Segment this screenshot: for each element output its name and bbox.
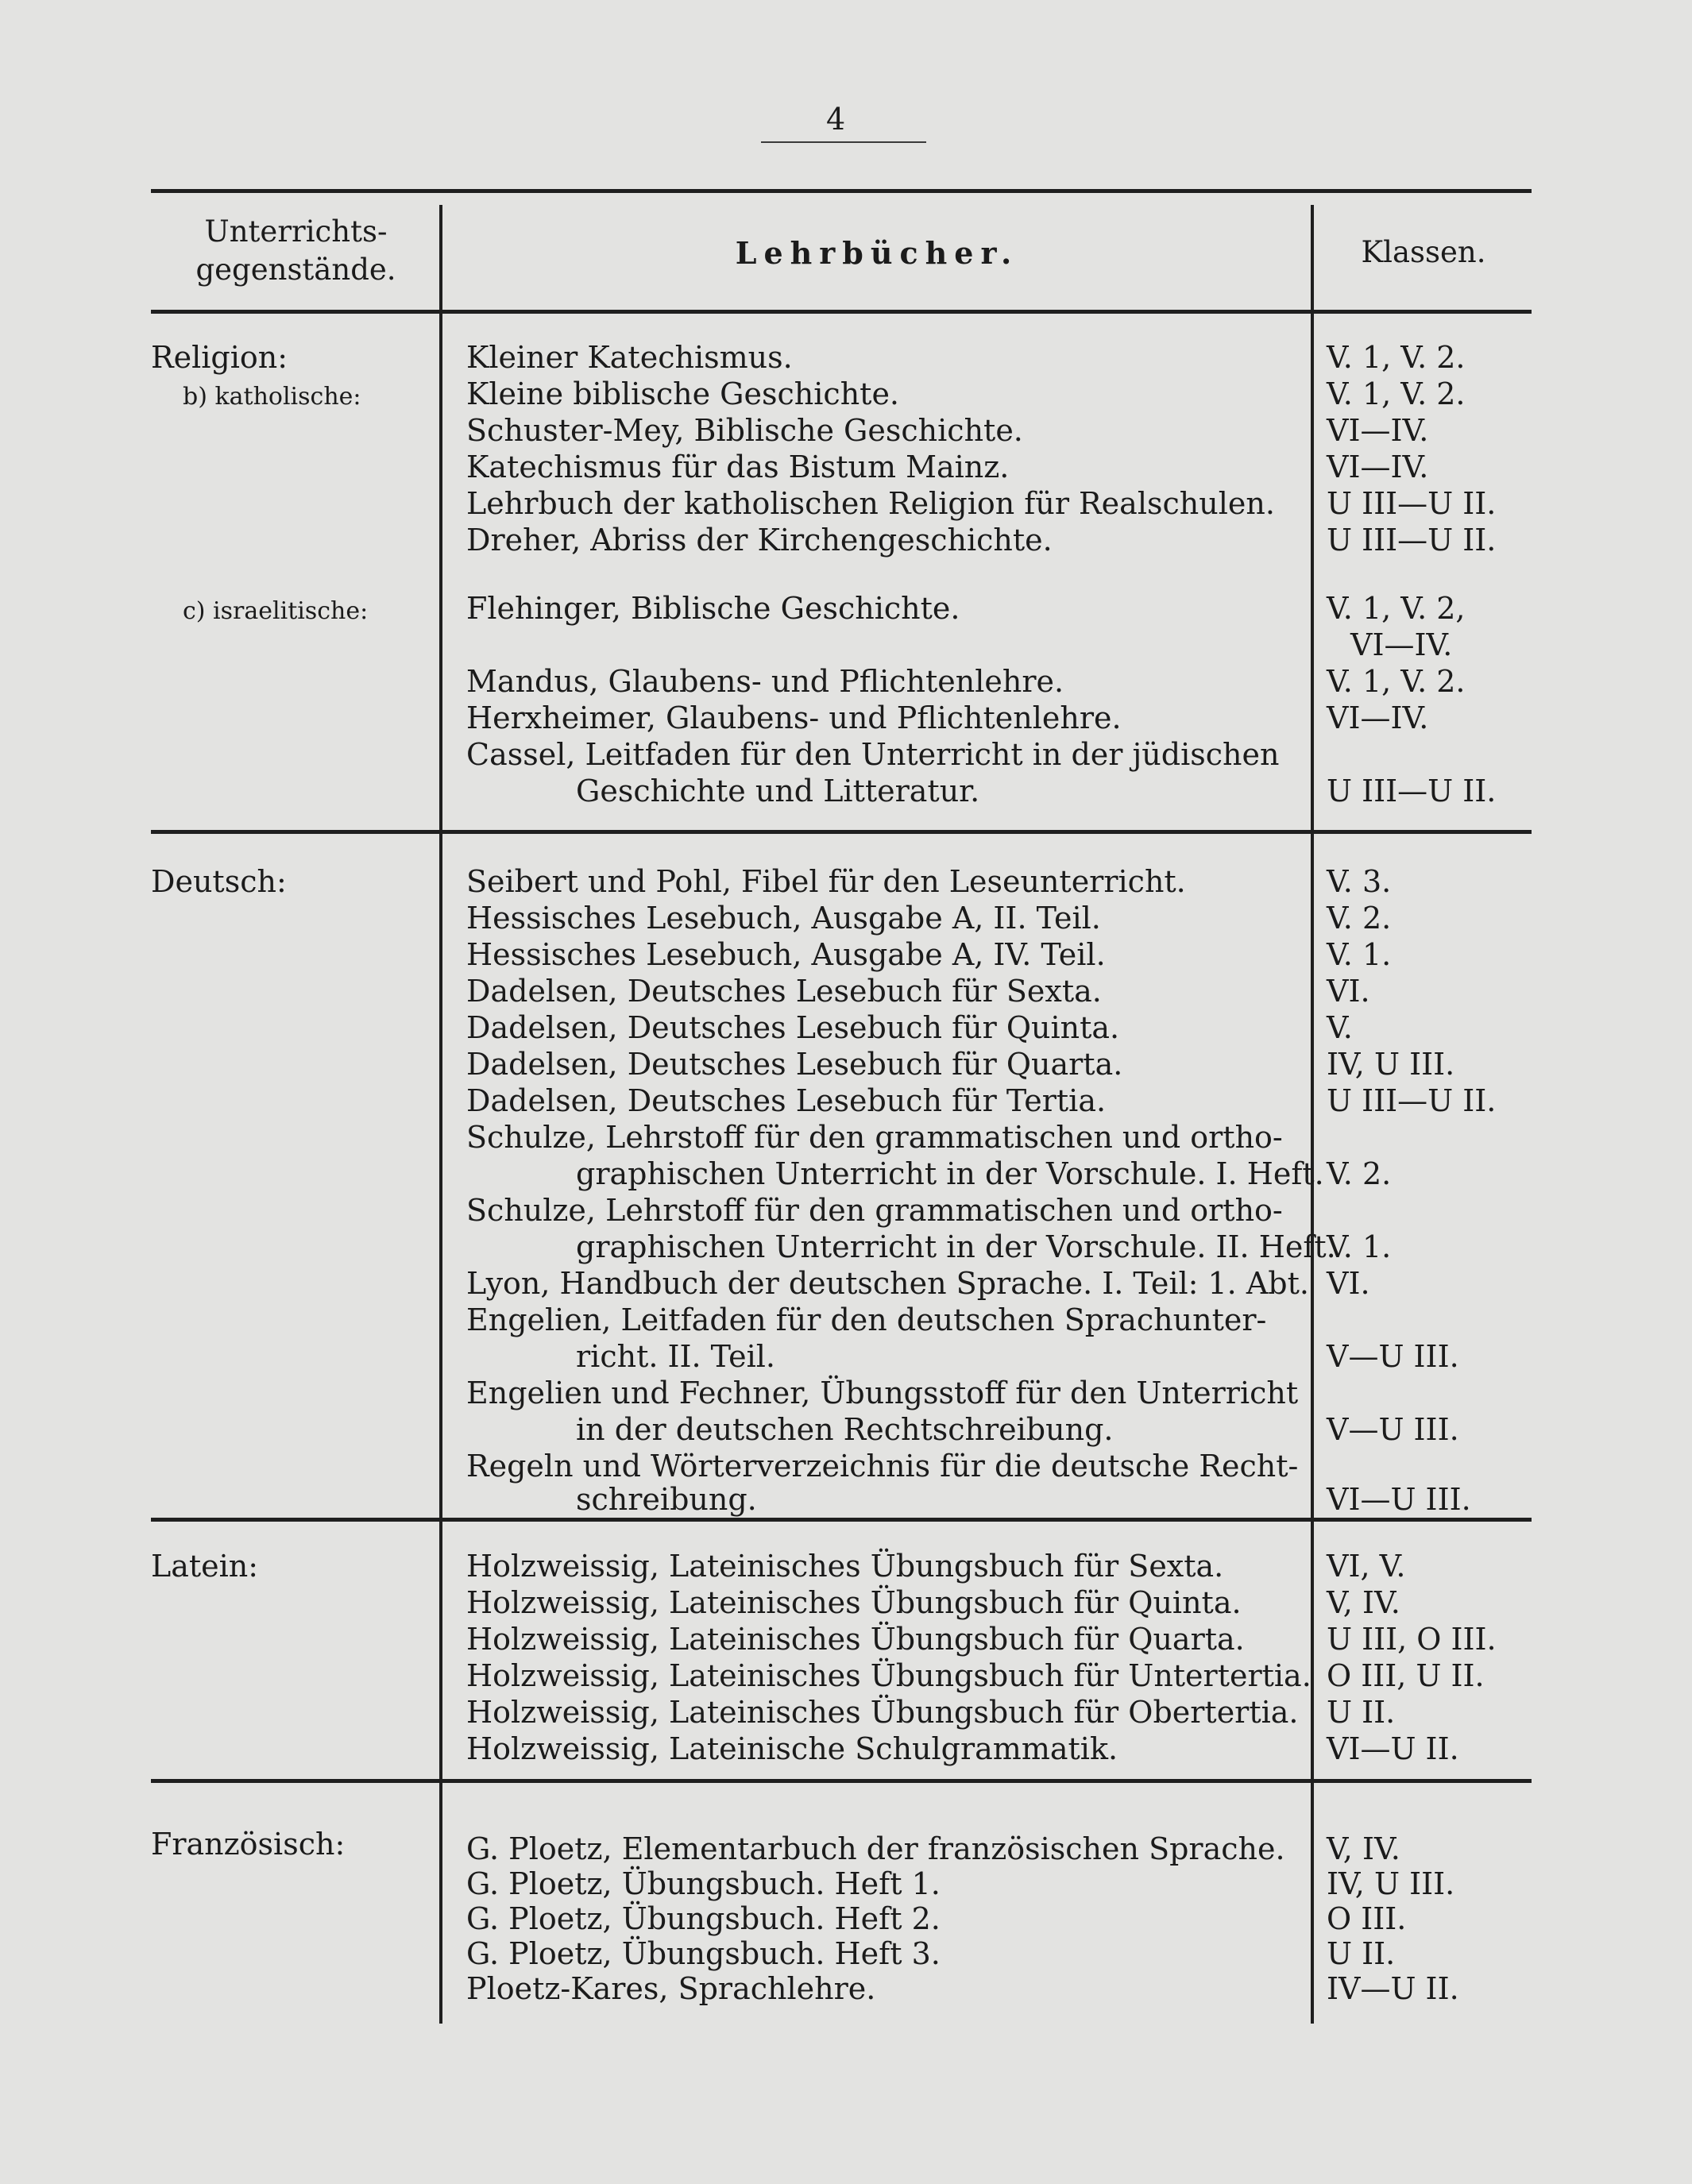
book-title: G. Ploetz, Übungsbuch. Heft 1. [466, 1866, 941, 1901]
class-range: V. 1, V. 2. [1327, 340, 1466, 375]
class-range-continuation: VI—IV. [1350, 627, 1453, 662]
book-title: Flehinger, Biblische Geschichte. [466, 591, 960, 626]
book-title: Schulze, Lehrstoff für den grammatischen und ortho- [466, 1193, 1283, 1228]
header-subject-line2: gegenstände. [195, 253, 396, 287]
class-range: V—U III. [1327, 1412, 1459, 1447]
class-range: IV—U II. [1327, 1971, 1459, 2006]
book-title: Dadelsen, Deutsches Lesebuch für Tertia. [466, 1083, 1107, 1118]
book-title: Cassel, Leitfaden für den Unterricht in der jüdischen [466, 737, 1280, 772]
class-range: U III—U II. [1327, 523, 1497, 558]
class-range: U III—U II. [1327, 774, 1497, 808]
header-subject [155, 213, 437, 289]
class-range: O III. [1327, 1901, 1407, 1936]
book-title: Holzweissig, Lateinisches Übungsbuch für Untertertia. [466, 1658, 1311, 1693]
header-bottom-rule [151, 310, 1532, 314]
book-title: Lehrbuch der katholischen Religion für Realschulen. [466, 486, 1275, 521]
book-title-continuation: richt. II. Teil. [576, 1339, 775, 1374]
class-range: U II. [1327, 1936, 1396, 1971]
class-range: V. 1, V. 2. [1327, 664, 1466, 699]
class-range: IV, U III. [1327, 1866, 1455, 1901]
class-range: O III, U II. [1327, 1658, 1485, 1693]
book-title: Schuster-Mey, Biblische Geschichte. [466, 413, 1023, 448]
book-title-continuation: in der deutschen Rechtschreibung. [576, 1412, 1114, 1447]
book-title: Katechismus für das Bistum Mainz. [466, 450, 1010, 484]
column-rule-books-classes [1311, 205, 1314, 2024]
column-rule-subject-books [439, 205, 442, 2024]
subject-deutsch: Deutsch: [151, 864, 287, 899]
book-title: Holzweissig, Lateinisches Übungsbuch für Obertertia. [466, 1695, 1299, 1730]
book-title-continuation: graphischen Unterricht in der Vorschule. I. Heft. [576, 1156, 1324, 1191]
class-range: U II. [1327, 1695, 1396, 1730]
class-range: V. 1, V. 2, [1327, 591, 1466, 626]
book-title: Lyon, Handbuch der deutschen Sprache. I. Teil: 1. Abt. [466, 1266, 1309, 1301]
book-title: Engelien und Fechner, Übungsstoff für den Unterricht [466, 1376, 1299, 1410]
class-range: VI. [1327, 1266, 1370, 1301]
book-title: Mandus, Glaubens- und Pflichtenlehre. [466, 664, 1064, 699]
book-title: Holzweissig, Lateinisches Übungsbuch für Sexta. [466, 1549, 1224, 1584]
subject-latein: Latein: [151, 1549, 259, 1584]
class-range: V. 1, V. 2. [1327, 376, 1466, 411]
page-number: 4 [826, 102, 846, 137]
subsection-katholisch: b) katholische: [183, 383, 361, 411]
class-range: U III, O III. [1327, 1622, 1497, 1657]
header-subject-line1: Unterrichts- [204, 214, 388, 249]
class-range: V, IV. [1327, 1585, 1400, 1620]
book-title: Ploetz-Kares, Sprachlehre. [466, 1971, 876, 2006]
book-title: Dadelsen, Deutsches Lesebuch für Quinta. [466, 1010, 1120, 1045]
page-number-rule [761, 141, 926, 143]
class-range: V. 3. [1327, 864, 1392, 899]
class-range: V. 2. [1327, 1156, 1392, 1191]
class-range: V, IV. [1327, 1831, 1400, 1866]
class-range: VI—U II. [1327, 1731, 1459, 1766]
class-range: VI—IV. [1327, 450, 1429, 484]
book-title: G. Ploetz, Übungsbuch. Heft 3. [466, 1936, 941, 1971]
header-books: Lehrbücher. [735, 235, 1019, 271]
section-divider-latein-franzoesisch [151, 1779, 1532, 1783]
subject-religion: Religion: [151, 340, 288, 375]
book-title: Holzweissig, Lateinisches Übungsbuch für Quarta. [466, 1622, 1245, 1657]
section-divider-deutsch-latein [151, 1518, 1532, 1522]
header-classes: Klassen. [1361, 235, 1486, 269]
book-title: Hessisches Lesebuch, Ausgabe A, II. Teil. [466, 901, 1101, 936]
class-range: V. 1. [1327, 937, 1392, 972]
book-title-continuation: graphischen Unterricht in der Vorschule. II. Heft. [576, 1229, 1336, 1264]
class-range: VI. [1327, 974, 1370, 1009]
class-range: V. [1327, 1010, 1353, 1045]
book-title: G. Ploetz, Elementarbuch der französischen Sprache. [466, 1831, 1285, 1866]
class-range: VI—IV. [1327, 700, 1429, 735]
book-title: Kleiner Katechismus. [466, 340, 793, 375]
book-title: Seibert und Pohl, Fibel für den Leseunterricht. [466, 864, 1186, 899]
book-title: Engelien, Leitfaden für den deutschen Sprachunter- [466, 1302, 1267, 1337]
book-title: Dreher, Abriss der Kirchengeschichte. [466, 523, 1053, 558]
class-range: V. 1. [1327, 1229, 1392, 1264]
book-title: Herxheimer, Glaubens- und Pflichtenlehre. [466, 700, 1122, 735]
class-range: VI, V. [1327, 1549, 1406, 1584]
section-divider-religion-deutsch [151, 830, 1532, 834]
subject-franzoesisch: Französisch: [151, 1827, 346, 1862]
class-range: V—U III. [1327, 1339, 1459, 1374]
book-title: G. Ploetz, Übungsbuch. Heft 2. [466, 1901, 941, 1936]
book-title: Schulze, Lehrstoff für den grammatischen und ortho- [466, 1120, 1283, 1155]
book-title-continuation: Geschichte und Litteratur. [576, 774, 980, 808]
book-title: Hessisches Lesebuch, Ausgabe A, IV. Teil. [466, 937, 1106, 972]
class-range: U III—U II. [1327, 1083, 1497, 1118]
subsection-israelitisch: c) israelitische: [183, 597, 369, 625]
book-title: Kleine biblische Geschichte. [466, 376, 900, 411]
class-range: V. 2. [1327, 901, 1392, 936]
book-title: Holzweissig, Lateinisches Übungsbuch für Quinta. [466, 1585, 1242, 1620]
book-title-continuation: schreibung. [576, 1482, 757, 1517]
book-title: Dadelsen, Deutsches Lesebuch für Quarta. [466, 1047, 1123, 1082]
class-range: IV, U III. [1327, 1047, 1455, 1082]
book-title: Regeln und Wörterverzeichnis für die deutsche Recht- [466, 1449, 1299, 1484]
book-title: Dadelsen, Deutsches Lesebuch für Sexta. [466, 974, 1102, 1009]
book-title: Holzweissig, Lateinische Schulgrammatik. [466, 1731, 1118, 1766]
table-top-rule [151, 189, 1532, 193]
class-range: VI—U III. [1327, 1482, 1471, 1517]
class-range: VI—IV. [1327, 413, 1429, 448]
class-range: U III—U II. [1327, 486, 1497, 521]
